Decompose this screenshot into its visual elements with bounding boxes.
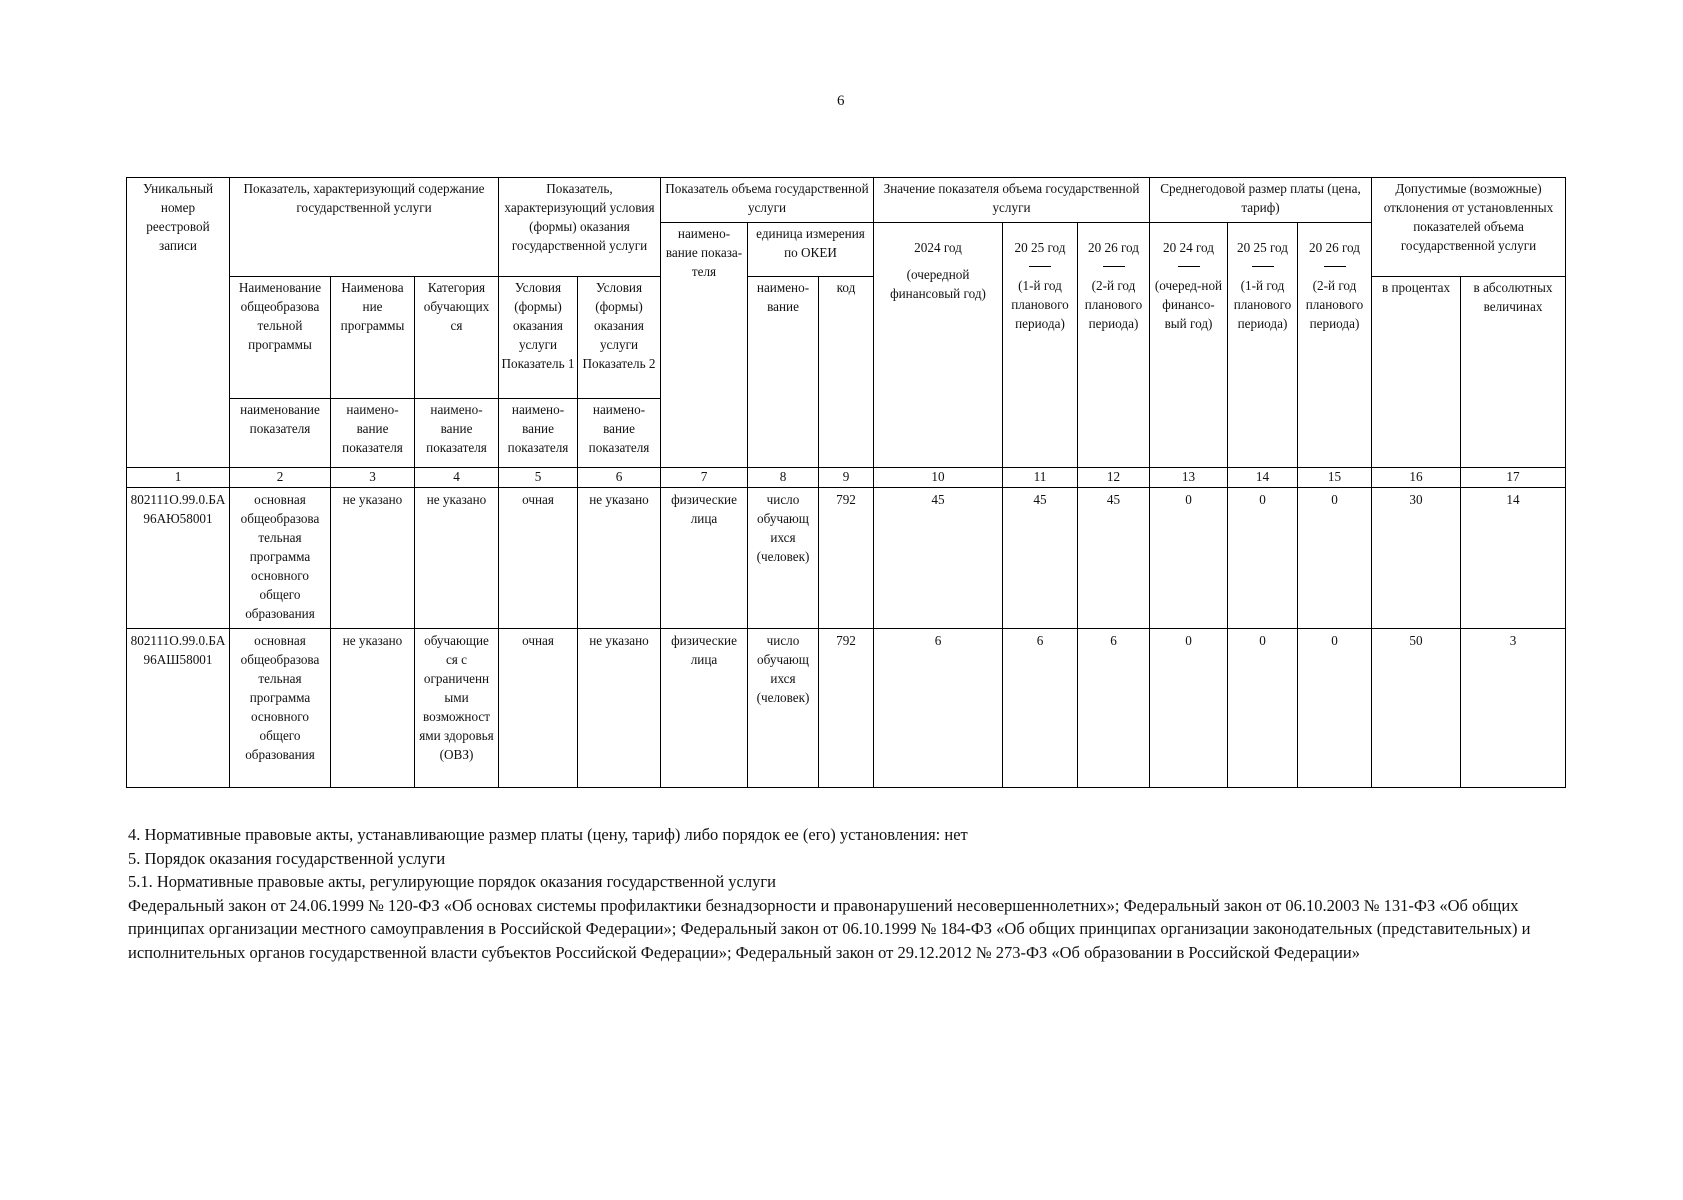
cell-payment-2025: 0 xyxy=(1228,629,1298,788)
sub-name-indicator-3: наимено-вание показателя xyxy=(331,399,415,468)
header-payment-2026 xyxy=(1298,223,1372,468)
sub-name-indicator-6: наимено-вание показателя xyxy=(578,399,661,468)
cell-payment-2026: 0 xyxy=(1298,488,1372,629)
payment-2025-label: 20 25 год xyxy=(1237,240,1288,255)
col-number: 3 xyxy=(331,468,415,488)
cell-program-type: основная общеобразова тельная программа основного общего образования xyxy=(230,629,331,788)
paragraph-payment-acts: 4. Нормативные правовые акты, устанавливающие размер платы (цену, тариф) либо порядок ее (его) установления: нет xyxy=(128,825,968,844)
cell-condition-1: очная xyxy=(499,488,578,629)
cell-payment-2024: 0 xyxy=(1150,629,1228,788)
col-number: 7 xyxy=(661,468,748,488)
col-condition-1: Условия (формы) оказания услуги Показатель 1 xyxy=(499,277,578,399)
col-number: 1 xyxy=(127,468,230,488)
col-program: Наименова ние программы xyxy=(331,277,415,399)
cell-code: 792 xyxy=(819,488,874,629)
year-2024-note: (очередной финансовый год) xyxy=(890,267,986,301)
year-2026-label: 20 26 год xyxy=(1088,240,1139,255)
header-avg-payment: Среднегодовой размер платы (цена, тариф) xyxy=(1150,178,1372,223)
cell-id: 802111О.99.0.БА96АШ58001 xyxy=(127,629,230,788)
cell-condition-1: очная xyxy=(499,629,578,788)
sub-name-indicator-4: наимено-вание показателя xyxy=(415,399,499,468)
col-condition-2: Условия (формы) оказания услуги Показатель 2 xyxy=(578,277,661,399)
cell-category: обучающие ся с ограниченн ыми возможност ями здоровья (ОВЗ) xyxy=(415,629,499,788)
header-conditions-indicator: Показатель, характеризующий условия (формы) оказания государственной услуги xyxy=(499,178,661,277)
table-row xyxy=(127,488,1566,629)
table-row xyxy=(127,629,1566,788)
cell-deviation-percent: 50 xyxy=(1372,629,1461,788)
payment-2026-note: (2-й год планового периода) xyxy=(1305,278,1364,331)
col-number: 14 xyxy=(1228,468,1298,488)
year-2024-label: 2024 год xyxy=(914,240,962,255)
cell-value-2025: 6 xyxy=(1003,629,1078,788)
header-year-2026 xyxy=(1078,223,1150,468)
year-2026-note: (2-й год планового периода) xyxy=(1084,278,1143,331)
cell-payment-2026: 0 xyxy=(1298,629,1372,788)
payment-2024-note: (очеред-ной финансо-вый год) xyxy=(1154,278,1223,331)
cell-code: 792 xyxy=(819,629,874,788)
cell-condition-2: не указано xyxy=(578,629,661,788)
col-number: 13 xyxy=(1150,468,1228,488)
cell-value-2026: 6 xyxy=(1078,629,1150,788)
sub-name-indicator-2: наименование показателя xyxy=(230,399,331,468)
paragraph-regulating-acts: 5.1. Нормативные правовые акты, регулирующие порядок оказания государственной услуги xyxy=(128,872,776,891)
year-2025-label: 20 25 год xyxy=(1014,240,1066,255)
cell-condition-2: не указано xyxy=(578,488,661,629)
cell-indicator: физические лица xyxy=(661,488,748,629)
col-unit-name: наимено-вание xyxy=(748,277,819,468)
header-payment-2024 xyxy=(1150,223,1228,468)
col-deviation-percent: в процентах xyxy=(1372,277,1461,468)
col-unit-code: код xyxy=(819,277,874,468)
col-number: 9 xyxy=(819,468,874,488)
payment-2025-note: (1-й год планового периода) xyxy=(1233,278,1292,331)
cell-deviation-absolute: 3 xyxy=(1461,629,1566,788)
payment-2024-underline xyxy=(1178,266,1200,271)
col-number: 11 xyxy=(1003,468,1078,488)
header-year-2024 xyxy=(874,223,1003,468)
year-2025-underline xyxy=(1029,266,1051,271)
cell-value-2026: 45 xyxy=(1078,488,1150,629)
paragraph-service-procedure: 5. Порядок оказания государственной услуги xyxy=(128,848,446,868)
cell-payment-2025: 0 xyxy=(1228,488,1298,629)
col-number: 5 xyxy=(499,468,578,488)
col-number: 10 xyxy=(874,468,1003,488)
col-number: 6 xyxy=(578,468,661,488)
header-unit-okei: единица измерения по ОКЕИ xyxy=(748,223,874,277)
header-unique-number: Уникальный номер реестровой записи xyxy=(127,178,230,468)
cell-deviation-percent: 30 xyxy=(1372,488,1461,629)
col-number: 17 xyxy=(1461,468,1566,488)
cell-deviation-absolute: 14 xyxy=(1461,488,1566,629)
col-number: 12 xyxy=(1078,468,1150,488)
year-2025-note: (1-й год планового периода) xyxy=(1011,278,1069,331)
cell-unit: число обучающ ихся (человек) xyxy=(748,629,819,788)
payment-2024-label: 20 24 год xyxy=(1163,240,1214,255)
cell-value-2024: 45 xyxy=(874,488,1003,629)
col-number: 16 xyxy=(1372,468,1461,488)
cell-value-2024: 6 xyxy=(874,629,1003,788)
col-number: 2 xyxy=(230,468,331,488)
col-number: 4 xyxy=(415,468,499,488)
cell-indicator: физические лица xyxy=(661,629,748,788)
header-year-2025 xyxy=(1003,223,1078,468)
payment-2026-underline xyxy=(1324,266,1346,271)
service-volume-table xyxy=(126,177,1566,788)
header-content-indicator: Показатель, характеризующий содержание государственной услуги xyxy=(230,178,499,277)
payment-2025-underline xyxy=(1252,266,1274,271)
col-number: 15 xyxy=(1298,468,1372,488)
cell-category: не указано xyxy=(415,488,499,629)
col-program-type: Наименование общеобразова тельной программы xyxy=(230,277,331,399)
page-number: 6 xyxy=(837,93,845,109)
header-volume-value: Значение показателя объема государственной услуги xyxy=(874,178,1150,223)
header-indicator-name: наимено-вание показа-теля xyxy=(661,223,748,468)
cell-program: не указано xyxy=(331,629,415,788)
col-number: 8 xyxy=(748,468,819,488)
header-volume-indicator: Показатель объема государственной услуги xyxy=(661,178,874,223)
legal-acts-section xyxy=(128,823,1568,964)
col-category: Категория обучающих ся xyxy=(415,277,499,399)
cell-unit: число обучающ ихся (человек) xyxy=(748,488,819,629)
year-2026-underline xyxy=(1103,266,1125,271)
cell-id: 802111О.99.0.БА96АЮ58001 xyxy=(127,488,230,629)
sub-name-indicator-5: наимено-вание показателя xyxy=(499,399,578,468)
cell-program: не указано xyxy=(331,488,415,629)
col-deviation-absolute: в абсолютных величинах xyxy=(1461,277,1566,468)
header-deviations: Допустимые (возможные) отклонения от установленных показателей объема государственной услуги xyxy=(1372,178,1566,277)
cell-value-2025: 45 xyxy=(1003,488,1078,629)
cell-payment-2024: 0 xyxy=(1150,488,1228,629)
cell-program-type: основная общеобразова тельная программа основного общего образования xyxy=(230,488,331,629)
payment-2026-label: 20 26 год xyxy=(1309,240,1360,255)
paragraph-federal-laws: Федеральный закон от 24.06.1999 № 120-ФЗ «Об основах системы профилактики безнадзорности и правонарушений несовершеннолетних»; Федеральный закон от 06.10.2003 № 131-ФЗ «Об общих принципах организации местного самоуправления в Российской Федерации»; Федеральный закон от 06.10.1999 № 184-ФЗ «Об общих принципах организации законодательных (представительных) и исполнительных органов государственной власти субъектов Российской Федерации»; Федеральный закон от 29.12.2012 № 273-ФЗ «Об образовании в Российской Федерации» xyxy=(128,895,1531,962)
header-payment-2025 xyxy=(1228,223,1298,468)
